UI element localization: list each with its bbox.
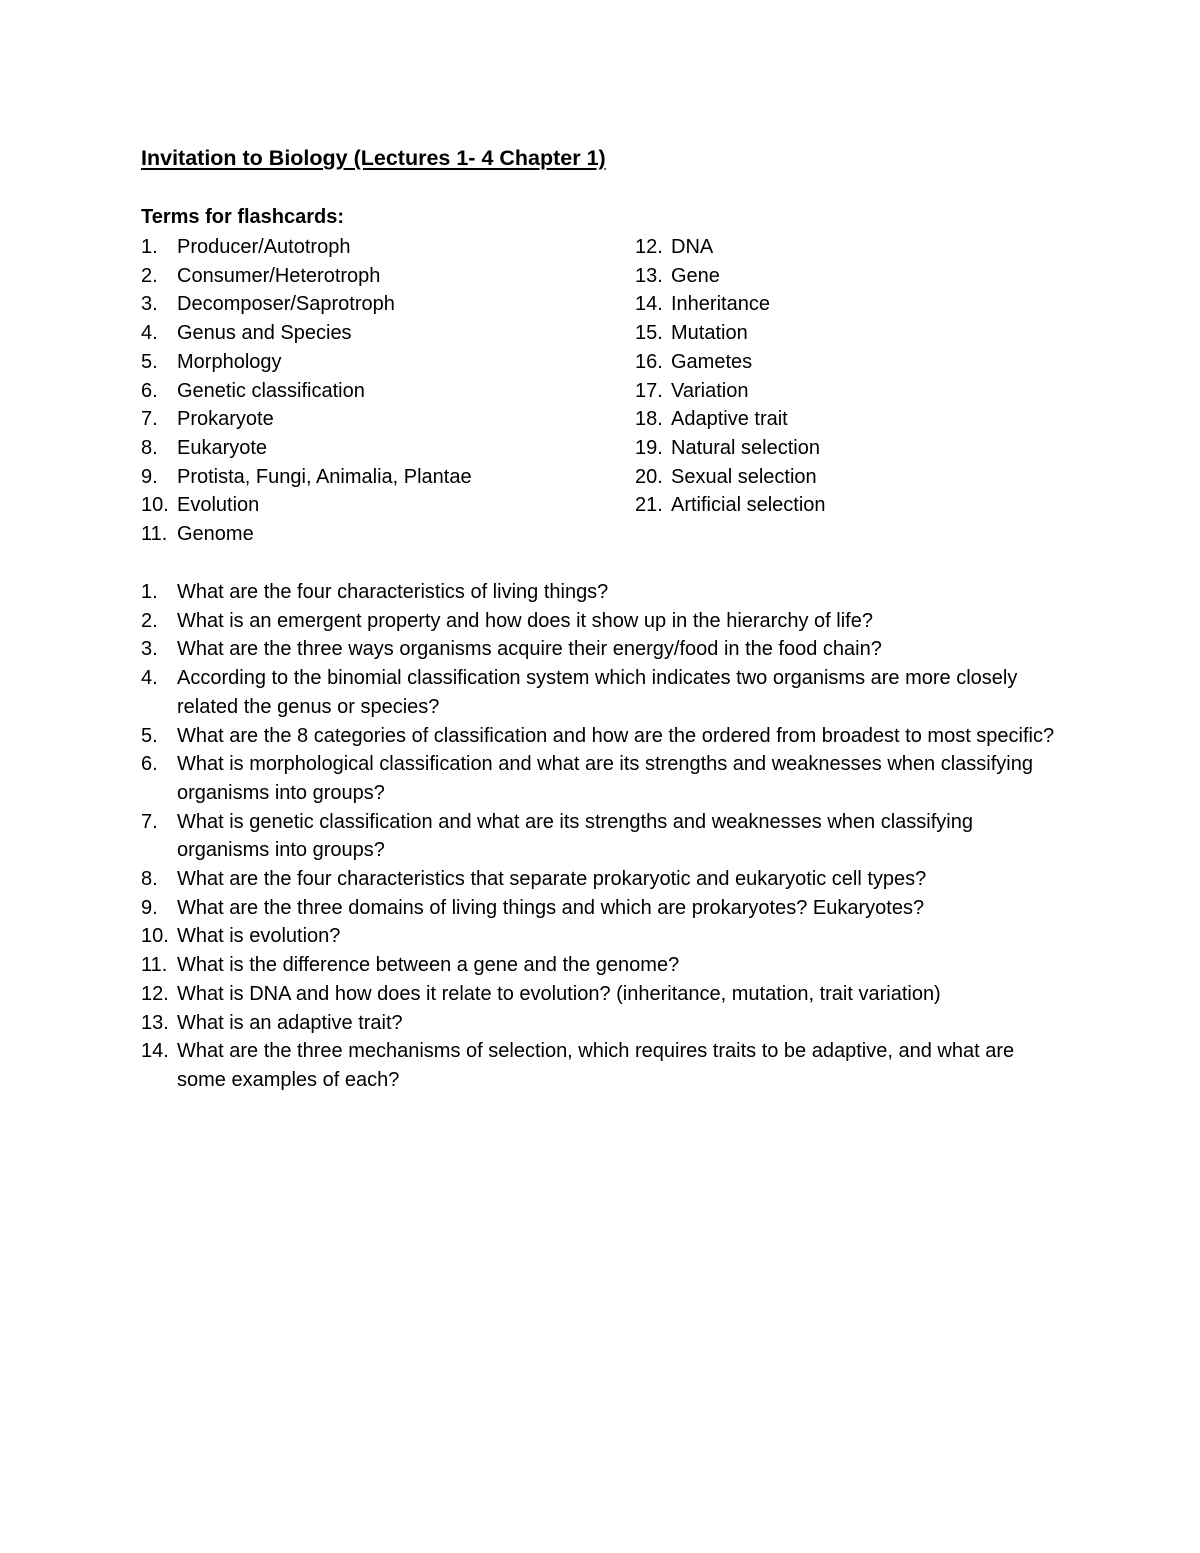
terms-heading: Terms for flashcards: — [141, 206, 345, 228]
term-item — [635, 319, 1095, 348]
term-item — [635, 405, 1095, 434]
question-item — [141, 808, 1061, 865]
question-item — [141, 635, 1061, 664]
question-number: 11. — [141, 954, 168, 977]
term-item — [635, 262, 1095, 291]
term-text: Adaptive trait — [671, 408, 788, 431]
term-item — [141, 463, 601, 492]
question-item — [141, 664, 1061, 721]
term-item — [635, 491, 1095, 520]
term-text: Genetic classification — [177, 379, 365, 402]
question-text: What are the three domains of living things and which are prokaryotes? Eukaryotes? — [177, 896, 925, 919]
term-text: Consumer/Heterotroph — [177, 264, 381, 287]
term-number: 15. — [635, 322, 663, 345]
question-text: What are the three mechanisms of selection, which requires traits to be adaptive, and what are some examples of each? — [177, 1040, 1015, 1091]
term-text: Genome — [177, 523, 254, 546]
term-number: 20. — [635, 465, 663, 488]
term-item — [635, 463, 1095, 492]
question-text: What is an adaptive trait? — [177, 1011, 403, 1034]
question-number: 12. — [141, 982, 169, 1005]
question-text: What are the three ways organisms acquire their energy/food in the food chain? — [177, 638, 882, 661]
term-text: Evolution — [177, 494, 260, 517]
terms-list-right — [635, 233, 1095, 520]
question-text: What are the 8 categories of classification and how are the ordered from broadest to most specific? — [177, 724, 1055, 747]
term-item — [141, 377, 601, 406]
term-text: Inheritance — [671, 293, 770, 316]
term-number: 6. — [141, 379, 158, 402]
question-text: According to the binomial classification system which indicates two organisms are more closely related the genus or species? — [177, 667, 1018, 718]
question-text: What are the four characteristics that separate prokaryotic and eukaryotic cell types? — [177, 868, 927, 891]
term-number: 11. — [141, 523, 168, 546]
question-number: 9. — [141, 896, 158, 919]
question-item — [141, 722, 1061, 751]
term-text: Morphology — [177, 350, 282, 373]
term-text: DNA — [671, 236, 714, 258]
term-item — [141, 405, 601, 434]
term-item — [141, 319, 601, 348]
term-item — [141, 348, 601, 377]
term-number: 2. — [141, 264, 158, 287]
question-item — [141, 750, 1061, 807]
term-text: Genus and Species — [177, 322, 352, 345]
question-number: 1. — [141, 581, 158, 603]
question-text: What is the difference between a gene and the genome? — [177, 954, 680, 977]
question-number: 5. — [141, 724, 158, 747]
term-number: 7. — [141, 408, 158, 431]
question-number: 3. — [141, 638, 158, 661]
question-number: 14. — [141, 1040, 169, 1063]
term-item — [141, 233, 601, 262]
term-text: Mutation — [671, 322, 748, 345]
question-number: 10. — [141, 925, 169, 948]
term-item — [635, 290, 1095, 319]
question-text: What is evolution? — [177, 925, 341, 948]
question-number: 8. — [141, 868, 158, 891]
term-item — [141, 520, 601, 549]
term-item — [635, 348, 1095, 377]
question-item — [141, 1037, 1061, 1094]
question-text: What is an emergent property and how does it show up in the hierarchy of life? — [177, 609, 873, 632]
question-number: 13. — [141, 1011, 169, 1034]
term-number: 14. — [635, 293, 663, 316]
term-text: Natural selection — [671, 436, 820, 459]
term-text: Decomposer/Saprotroph — [177, 293, 395, 316]
term-item — [635, 233, 1095, 262]
term-number: 10. — [141, 494, 169, 517]
term-number: 12. — [635, 236, 663, 258]
question-item — [141, 894, 1061, 923]
term-number: 3. — [141, 293, 158, 316]
term-text: Eukaryote — [177, 436, 268, 459]
term-number: 13. — [635, 264, 663, 287]
term-text: Artificial selection — [671, 494, 826, 517]
term-text: Gametes — [671, 350, 753, 373]
term-number: 9. — [141, 465, 158, 488]
question-item — [141, 578, 1061, 607]
question-text: What are the four characteristics of living things? — [177, 581, 609, 603]
term-number: 18. — [635, 408, 663, 431]
term-number: 19. — [635, 436, 663, 459]
term-item — [635, 434, 1095, 463]
term-number: 4. — [141, 322, 158, 345]
question-item — [141, 951, 1061, 980]
term-number: 8. — [141, 436, 158, 459]
questions-list — [141, 578, 1061, 1095]
term-number: 1. — [141, 236, 158, 258]
term-item — [141, 491, 601, 520]
terms-list-left — [141, 233, 601, 549]
question-number: 4. — [141, 667, 158, 690]
term-text: Producer/Autotroph — [177, 236, 351, 258]
term-number: 17. — [635, 379, 663, 402]
term-text: Gene — [671, 264, 720, 287]
question-number: 7. — [141, 810, 158, 833]
question-item — [141, 922, 1061, 951]
question-item — [141, 1009, 1061, 1038]
question-item — [141, 607, 1061, 636]
question-text: What is morphological classification and what are its strengths and weaknesses when classifying organisms into groups? — [177, 753, 1033, 804]
question-item — [141, 980, 1061, 1009]
question-number: 6. — [141, 753, 158, 776]
term-item — [141, 434, 601, 463]
term-item — [141, 290, 601, 319]
term-item — [141, 262, 601, 291]
term-text: Prokaryote — [177, 408, 274, 431]
question-text: What is genetic classification and what are its strengths and weaknesses when classifying organisms into groups? — [177, 810, 973, 862]
term-number: 21. — [635, 494, 663, 517]
term-text: Variation — [671, 379, 749, 402]
term-text: Protista, Fungi, Animalia, Plantae — [177, 465, 472, 488]
question-item — [141, 865, 1061, 894]
term-text: Sexual selection — [671, 465, 817, 488]
term-item — [635, 377, 1095, 406]
document-title: Invitation to Biology (Lectures 1- 4 Chapter 1) — [141, 146, 606, 170]
question-number: 2. — [141, 609, 158, 632]
question-text: What is DNA and how does it relate to evolution? (inheritance, mutation, trait variation) — [177, 982, 941, 1005]
term-number: 5. — [141, 350, 158, 373]
term-number: 16. — [635, 350, 663, 373]
